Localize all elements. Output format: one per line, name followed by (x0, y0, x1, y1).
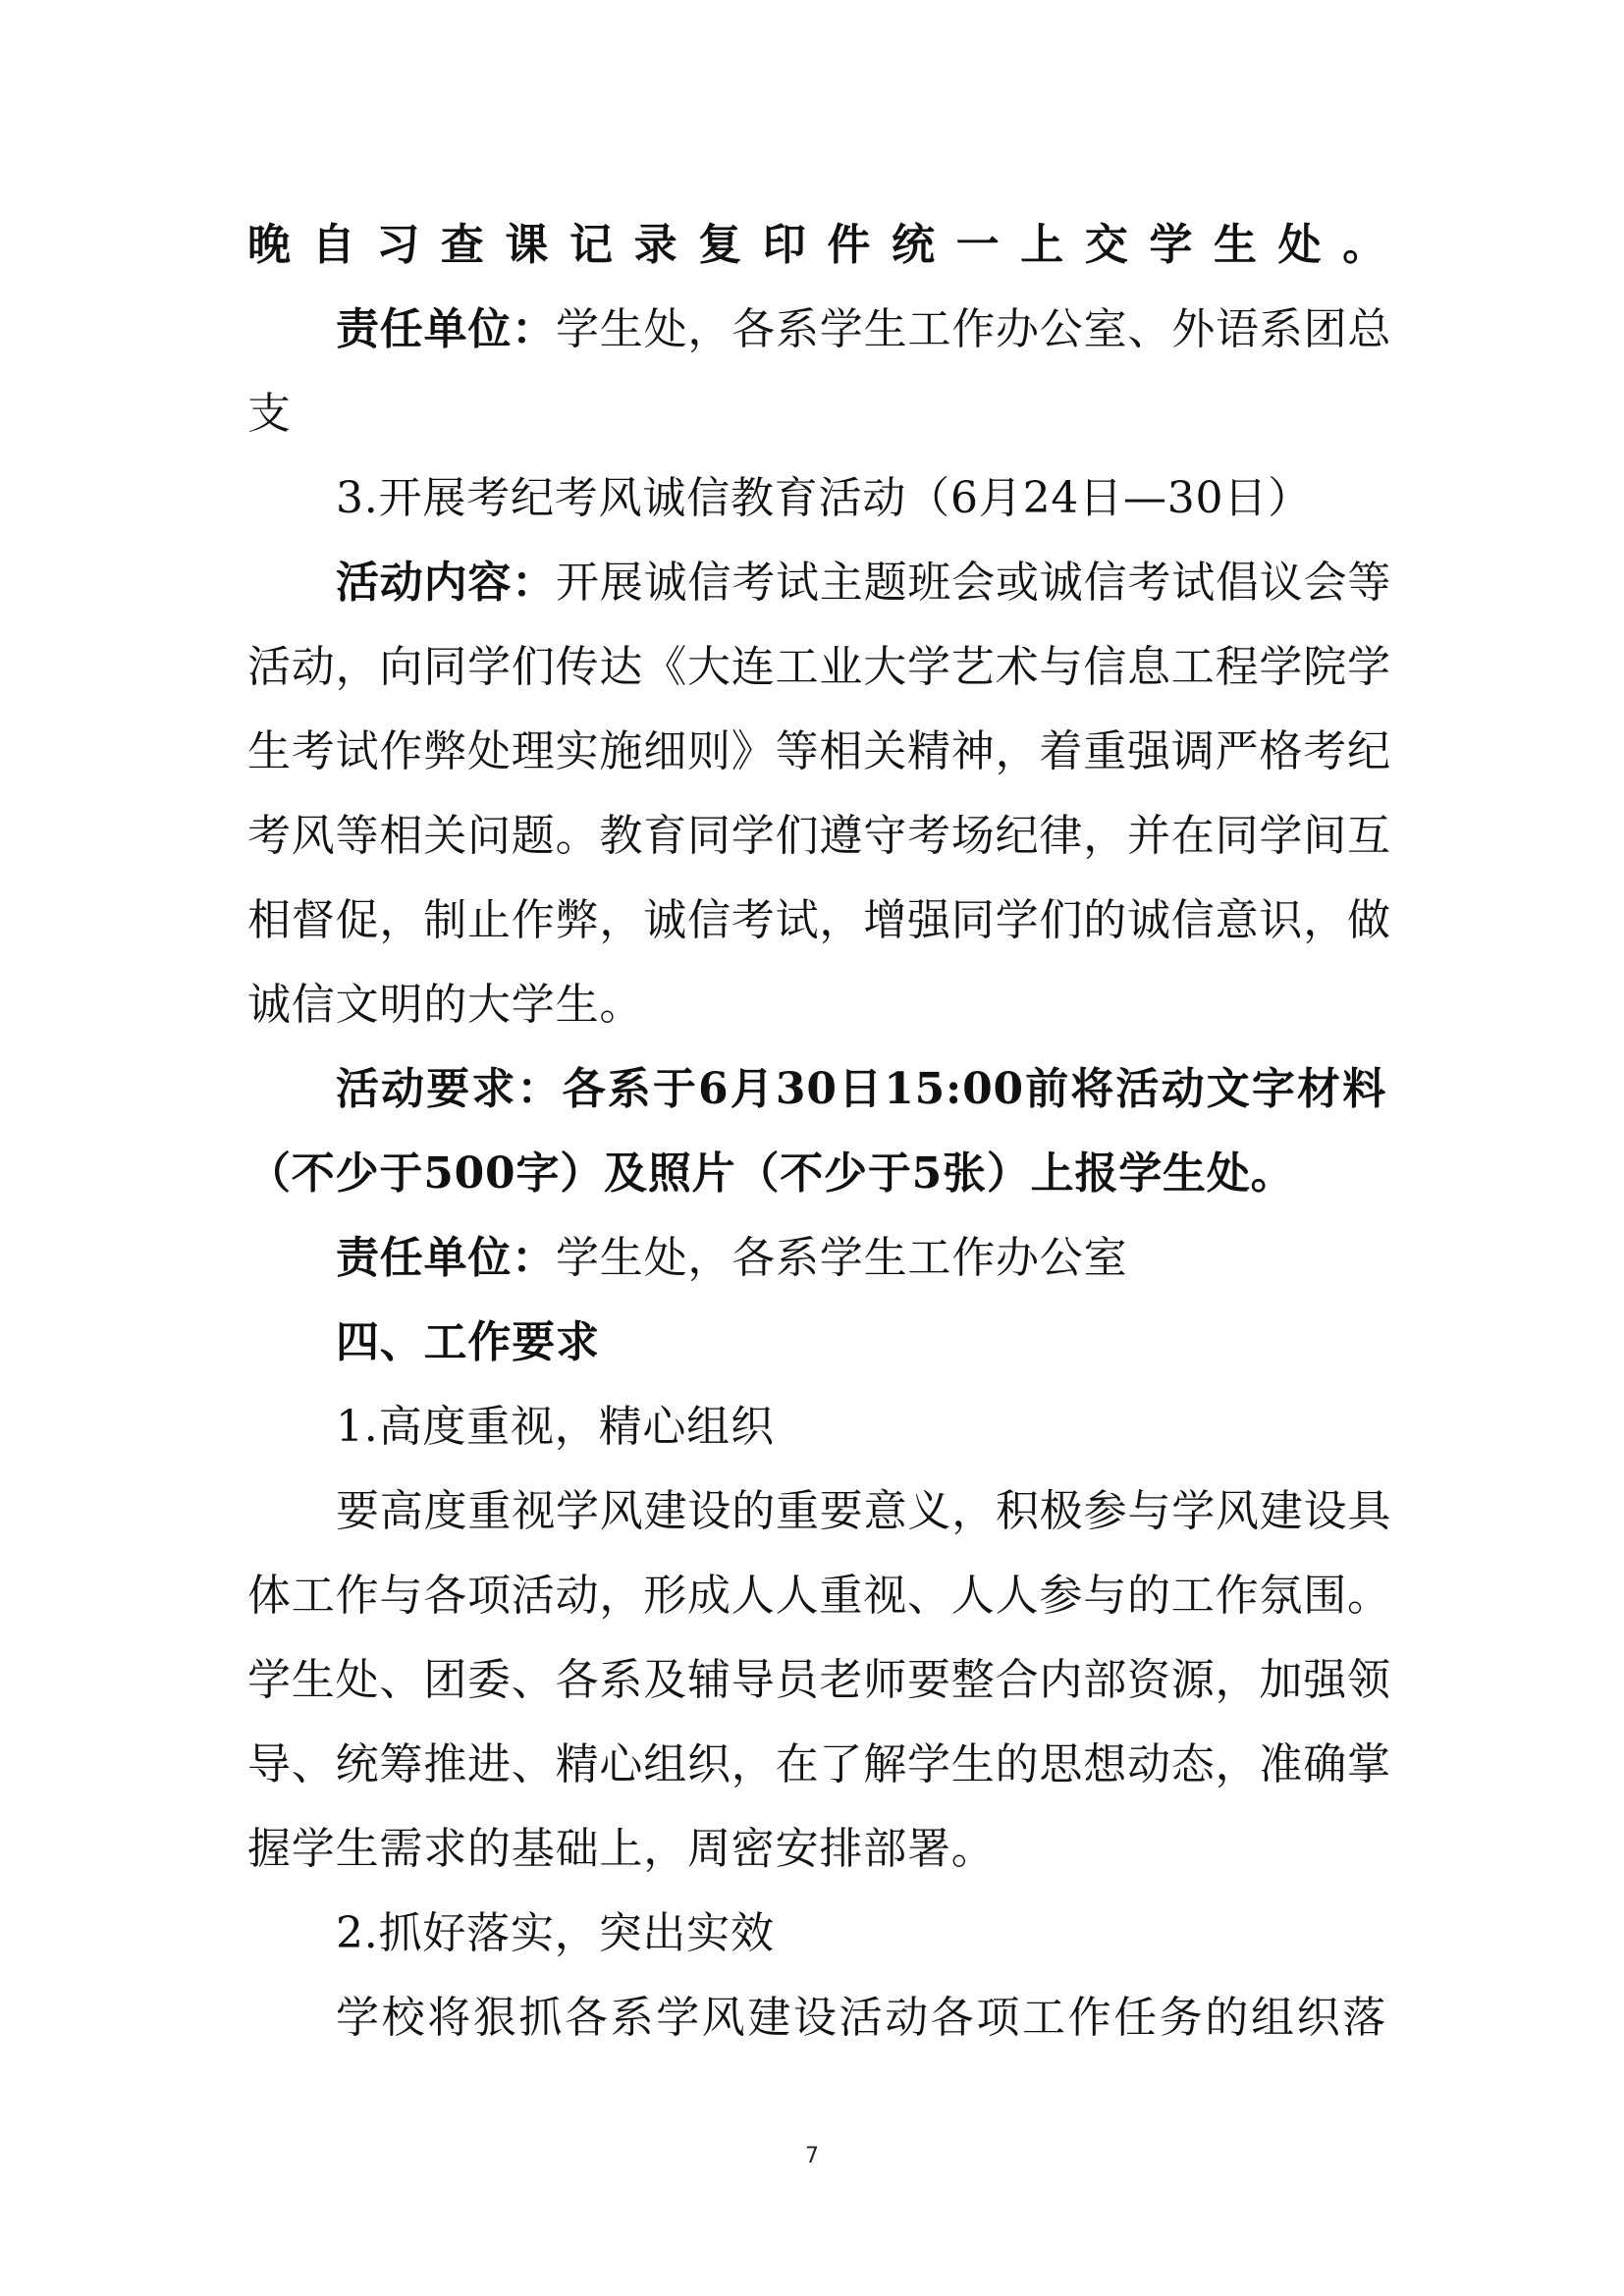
text-line-16 (336, 1482, 1392, 1541)
line-2-seg-2: 学生处，各系学生工作办公室、外语系团总 (556, 304, 1392, 354)
page-number: 7 (805, 2144, 819, 2168)
line-12-seg-1: （不少于500字）及照片（不少于5张）上报学生处。 (247, 1148, 1295, 1199)
text-line-20 (247, 1820, 1386, 1879)
text-line-5 (336, 554, 1392, 613)
text-line-17 (247, 1567, 1391, 1626)
text-line-7 (247, 722, 1391, 781)
text-line-11 (336, 1060, 1386, 1119)
line-2-seg-1: 责任单位： (336, 304, 556, 354)
line-16-seg-1: 要高度重视学风建设的重要意义，积极参与学风建设具 (336, 1486, 1392, 1536)
subsection-heading-1 (336, 1398, 1475, 1457)
text-line-12 (247, 1145, 1386, 1203)
text-line-1 (247, 216, 1386, 275)
line-10-seg-1: 诚信文明的大学生。 (247, 980, 644, 1030)
text-line-6 (247, 638, 1391, 697)
line-9-seg-1: 相督促，制止作弊，诚信考试，增强同学们的诚信意识，做 (247, 895, 1391, 945)
text-line-10 (247, 976, 1386, 1035)
text-line-2 (336, 300, 1392, 359)
section-heading-4 (336, 1313, 1475, 1372)
line-13-seg-1: 责任单位： (336, 1233, 556, 1283)
line-19-seg-1: 导、统筹推进、精心组织，在了解学生的思想动态，准确掌 (247, 1739, 1391, 1789)
line-6-seg-1: 活动，向同学们传达《大连工业大学艺术与信息工程学院学 (247, 642, 1391, 692)
line-5-seg-1: 活动内容： (336, 558, 556, 608)
line-1-seg-1: 晚自习查课记录复印件统一上交学生处。 (247, 220, 1386, 270)
line-8-seg-1: 考风等相关问题。教育同学们遵守考场纪律，并在同学间互 (247, 811, 1391, 861)
line-22-seg-1: 学校将狠抓各系学风建设活动各项工作任务的组织落 (336, 1993, 1386, 2043)
line-5-seg-2: 开展诚信考试主题班会或诚信考试倡议会等 (556, 558, 1392, 608)
line-3-seg-1: 支 (247, 389, 292, 439)
line-14-seg-1: 四、工作要求 (336, 1317, 600, 1367)
text-line-18 (247, 1651, 1391, 1710)
subsection-heading-2 (336, 1904, 1475, 1963)
text-line-9 (247, 891, 1391, 950)
text-line-22 (336, 1989, 1386, 2048)
line-11-seg-1: 活动要求：各系于6月30日15:00前将活动文字材料 (336, 1064, 1386, 1114)
line-21-seg-1: 2.抓好落实，突出实效 (336, 1908, 775, 1958)
line-4-seg-1: 3.开展考纪考风诚信教育活动（6月24日—30日） (336, 473, 1312, 523)
line-13-seg-2: 学生处，各系学生工作办公室 (556, 1233, 1128, 1283)
section-heading-3 (336, 469, 1475, 528)
text-line-8 (247, 807, 1391, 866)
line-15-seg-1: 1.高度重视，精心组织 (336, 1402, 775, 1452)
text-line-13 (336, 1229, 1475, 1288)
line-7-seg-1: 生考试作弊处理实施细则》等相关精神，着重强调严格考纪 (247, 726, 1391, 776)
text-line-19 (247, 1735, 1391, 1794)
line-20-seg-1: 握学生需求的基础上，周密安排部署。 (247, 1824, 996, 1874)
line-17-seg-1: 体工作与各项活动，形成人人重视、人人参与的工作氛围。 (247, 1571, 1391, 1621)
line-18-seg-1: 学生处、团委、各系及辅导员老师要整合内部资源，加强领 (247, 1655, 1391, 1705)
text-line-3 (247, 385, 1386, 444)
